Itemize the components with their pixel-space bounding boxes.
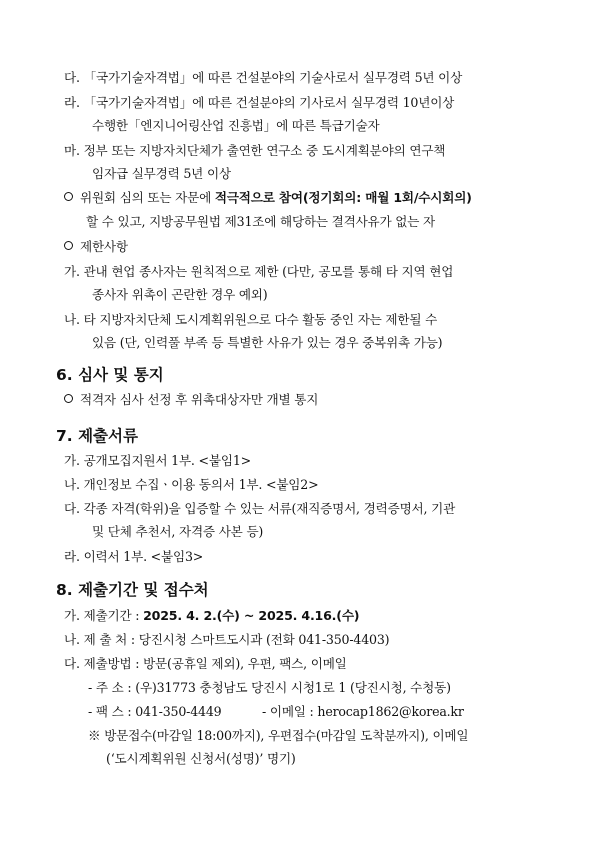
period-value: 2025. 4. 2.(수) ~ 2025. 4.16.(수) xyxy=(143,608,360,623)
docs-item-ra xyxy=(64,549,203,565)
limits-item-ga xyxy=(64,264,453,280)
item-marker: 가. xyxy=(64,453,80,468)
committee-text: 위원회 심의 또는 자문에 xyxy=(80,190,215,205)
docs-item-da-cont: 및 단체 추천서, 자격증 사본 등) xyxy=(92,524,264,539)
section-7-title: 7. 제출서류 xyxy=(56,427,138,445)
submission-method: 다. 제출방법 : 방문(공휴일 제외), 우편, 팩스, 이메일 xyxy=(64,656,347,671)
limits-item-na xyxy=(64,312,437,328)
limits-label: 제한사항 xyxy=(80,239,128,254)
submission-note-cont: (‘도시계획위원 신청서(성명)’ 명기) xyxy=(106,751,296,766)
item-text: 관내 현업 종사자는 원칙적으로 제한 (다만, 공모를 통해 타 지역 현업 xyxy=(83,264,454,279)
docs-item-na xyxy=(64,477,318,493)
item-text: 「국가기술자격법」에 따른 건설분야의 기사로서 실무경력 10년이상 xyxy=(83,95,455,110)
section-6-text: 적격자 심사 선정 후 위촉대상자만 개별 통지 xyxy=(80,392,319,407)
committee-bullet-cont: 할 수 있고, 지방공무원법 제31조에 해당하는 결격사유가 없는 자 xyxy=(86,214,435,229)
item-text: 공개모집지원서 1부. <붙임1> xyxy=(83,453,251,468)
section-6-bullet xyxy=(64,392,318,408)
item-text: 정부 또는 지방자치단체가 출연한 연구소 중 도시계획분야의 연구책 xyxy=(83,143,446,158)
item-marker: 라. xyxy=(64,95,80,110)
item-marker: 가. xyxy=(64,264,80,279)
docs-item-ga xyxy=(64,453,251,469)
qualification-item-ma-cont: 임자급 실무경력 5년 이상 xyxy=(92,166,231,181)
circle-bullet-icon xyxy=(64,394,73,403)
committee-bold-text: 적극적으로 참여(정기회의: 매월 1회/수시회의) xyxy=(214,190,472,205)
item-marker: 나. xyxy=(64,477,80,492)
limits-item-na-cont: 있음 (단, 인력풀 부족 등 특별한 사유가 있는 경우 중복위촉 가능) xyxy=(92,335,443,350)
item-text: 타 지방자치단체 도시계획위원으로 다수 활동 중인 자는 제한될 수 xyxy=(83,312,438,327)
period-label: 가. 제출기간 : xyxy=(64,608,144,623)
item-marker: 라. xyxy=(64,549,80,564)
item-marker: 다. xyxy=(64,70,80,85)
section-6-title: 6. 심사 및 통지 xyxy=(56,366,164,384)
qualification-item-ra-cont: 수행한「엔지니어링산업 진흥법」에 따른 특급기술자 xyxy=(92,118,380,133)
circle-bullet-icon xyxy=(64,192,73,201)
qualification-item-da xyxy=(64,70,462,86)
item-text: 이력서 1부. <붙임3> xyxy=(83,549,204,564)
submission-note: ※ 방문접수(마감일 18:00까지), 우편접수(마감일 도착분까지), 이메일 xyxy=(88,728,469,743)
qualification-item-ma xyxy=(64,143,445,159)
qualification-item-ra xyxy=(64,95,454,111)
item-text: 「국가기술자격법」에 따른 건설분야의 기술사로서 실무경력 5년 이상 xyxy=(83,70,463,85)
limits-item-ga-cont: 종사자 위촉이 곤란한 경우 예외) xyxy=(92,287,268,302)
limits-bullet xyxy=(64,239,128,255)
submission-period xyxy=(64,608,359,624)
item-text: 개인정보 수집ㆍ이용 동의서 1부. <붙임2> xyxy=(83,477,319,492)
submission-address: - 주 소 : (우)31773 충청남도 당진시 시청1로 1 (당진시청, 수청동) xyxy=(88,680,451,695)
submission-email: - 이메일 : herocap1862@korea.kr xyxy=(262,704,464,719)
docs-item-da xyxy=(64,501,455,517)
item-marker: 나. xyxy=(64,312,80,327)
submission-fax: - 팩 스 : 041-350-4449 xyxy=(88,704,222,719)
item-text: 각종 자격(학위)을 입증할 수 있는 서류(재직증명서, 경력증명서, 기관 xyxy=(83,501,456,516)
submission-destination: 나. 제 출 처 : 당진시청 스마트도시과 (전화 041-350-4403) xyxy=(64,632,390,647)
circle-bullet-icon xyxy=(64,241,73,250)
committee-bullet xyxy=(64,190,472,206)
section-8-title: 8. 제출기간 및 접수처 xyxy=(56,581,209,599)
item-marker: 마. xyxy=(64,143,80,158)
item-marker: 다. xyxy=(64,501,80,516)
